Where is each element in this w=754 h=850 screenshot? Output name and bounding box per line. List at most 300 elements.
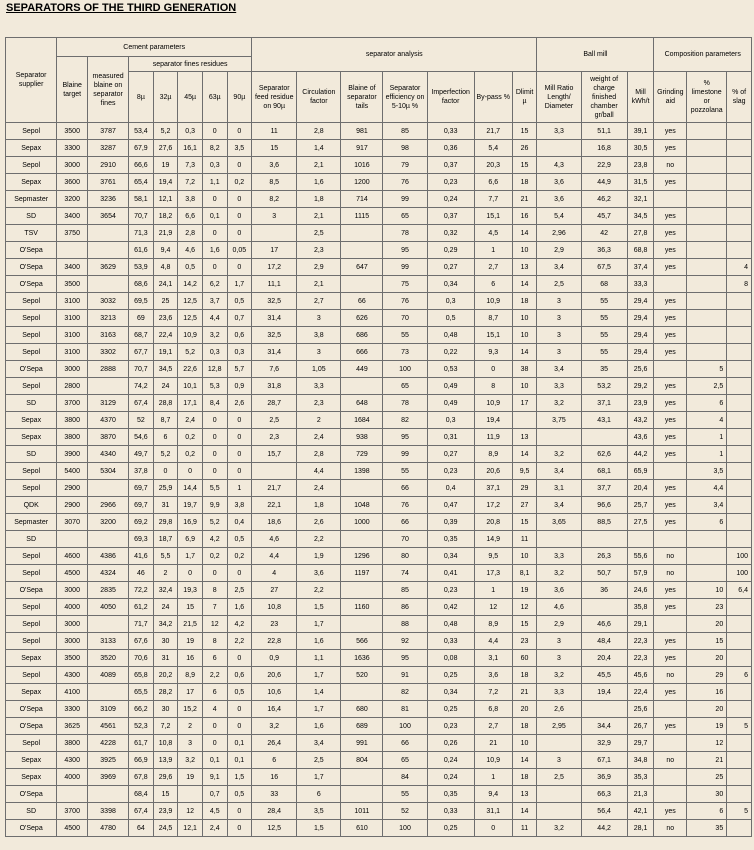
col-header-imperfection-factor: Imperfection factor xyxy=(427,72,474,123)
table-cell: 65 xyxy=(383,752,427,769)
table-cell: 0 xyxy=(227,650,252,667)
table-cell: 2,7 xyxy=(474,259,512,276)
table-cell: 65,5 xyxy=(129,684,154,701)
table-cell: 1,7 xyxy=(178,548,203,565)
table-cell: 0,24 xyxy=(427,191,474,208)
table-cell: 2,4 xyxy=(202,820,227,837)
table-cell: 69,3 xyxy=(129,531,154,548)
table-row xyxy=(6,752,752,769)
table-cell: 6 xyxy=(687,514,727,531)
table-cell: 2 xyxy=(297,412,341,429)
table-row xyxy=(6,123,752,140)
table-cell: 4,4 xyxy=(202,310,227,327)
table-cell: 2,2 xyxy=(202,667,227,684)
table-cell: 4,4 xyxy=(252,548,297,565)
table-cell: 54,6 xyxy=(129,429,154,446)
table-cell: 15,1 xyxy=(474,327,512,344)
table-cell: 29,7 xyxy=(627,735,654,752)
table-cell: 6,9 xyxy=(178,531,203,548)
table-cell: 3,5 xyxy=(297,803,341,820)
table-cell: 12 xyxy=(202,616,227,633)
table-cell: yes xyxy=(654,684,687,701)
table-cell: 3100 xyxy=(57,293,88,310)
table-cell: 0,24 xyxy=(427,769,474,786)
table-cell: 1636 xyxy=(341,650,383,667)
table-cell: 6,2 xyxy=(202,276,227,293)
table-cell: 28,1 xyxy=(627,820,654,837)
table-cell xyxy=(727,378,752,395)
table-cell xyxy=(727,174,752,191)
table-row xyxy=(6,293,752,310)
table-cell: 0,23 xyxy=(427,582,474,599)
table-cell: 12,1 xyxy=(153,191,178,208)
table-cell xyxy=(654,276,687,293)
table-cell: 0 xyxy=(474,820,512,837)
table-cell: 27,6 xyxy=(153,140,178,157)
table-cell: 3 xyxy=(252,208,297,225)
table-cell: 37,7 xyxy=(581,480,627,497)
table-cell: yes xyxy=(654,242,687,259)
table-cell: 12 xyxy=(474,599,512,616)
col-header-grinding-aid: Grinding aid xyxy=(654,72,687,123)
table-cell: 10,9 xyxy=(474,395,512,412)
supplier-cell: O'Sepa xyxy=(6,820,57,837)
table-cell: 3,4 xyxy=(537,259,581,276)
table-row xyxy=(6,395,752,412)
table-cell xyxy=(341,531,383,548)
table-cell xyxy=(687,157,727,174)
table-cell: 0,35 xyxy=(427,786,474,803)
table-cell: 4300 xyxy=(57,667,88,684)
supplier-cell: Sepax xyxy=(6,684,57,701)
table-cell: 3925 xyxy=(88,752,129,769)
table-cell: 0,2 xyxy=(178,429,203,446)
table-cell: 3,75 xyxy=(537,412,581,429)
table-cell: 39,1 xyxy=(627,123,654,140)
table-cell: 1048 xyxy=(341,497,383,514)
table-cell: 16 xyxy=(687,684,727,701)
table-cell xyxy=(727,157,752,174)
table-cell: 1296 xyxy=(341,548,383,565)
table-cell xyxy=(654,786,687,803)
table-cell: 0,08 xyxy=(427,650,474,667)
table-cell: 8,4 xyxy=(202,395,227,412)
table-row xyxy=(6,412,752,429)
table-cell: yes xyxy=(654,633,687,650)
table-cell: 647 xyxy=(341,259,383,276)
table-cell: 0 xyxy=(178,463,203,480)
table-cell: 2,1 xyxy=(297,157,341,174)
table-cell: 3 xyxy=(297,310,341,327)
table-cell: no xyxy=(654,157,687,174)
table-cell: 10,8 xyxy=(252,599,297,616)
table-cell: 17 xyxy=(512,395,537,412)
table-cell: 67,5 xyxy=(581,259,627,276)
table-cell: 5,5 xyxy=(153,548,178,565)
table-cell: 32,5 xyxy=(252,327,297,344)
table-cell: 4 xyxy=(687,412,727,429)
table-cell: 8,7 xyxy=(153,412,178,429)
table-cell: 25,6 xyxy=(627,701,654,718)
table-cell: yes xyxy=(654,259,687,276)
table-cell: 51,1 xyxy=(581,123,627,140)
table-cell: 13 xyxy=(512,786,537,803)
table-cell: 22,1 xyxy=(252,497,297,514)
table-cell xyxy=(727,769,752,786)
table-cell xyxy=(341,616,383,633)
table-cell: 25,6 xyxy=(627,361,654,378)
table-cell: 4 xyxy=(252,565,297,582)
table-cell: 28,7 xyxy=(252,395,297,412)
table-cell: 56,4 xyxy=(581,803,627,820)
table-cell: 68,7 xyxy=(129,327,154,344)
table-cell: 65,4 xyxy=(129,174,154,191)
table-cell xyxy=(57,531,88,548)
table-cell: 1,6 xyxy=(297,633,341,650)
table-cell: 52,3 xyxy=(129,718,154,735)
table-cell xyxy=(727,820,752,837)
table-cell: 3,1 xyxy=(537,480,581,497)
table-cell: 82 xyxy=(383,684,427,701)
supplier-cell: Sepol xyxy=(6,378,57,395)
table-cell: 14,2 xyxy=(178,276,203,293)
table-row xyxy=(6,344,752,361)
table-cell xyxy=(57,786,88,803)
table-cell: 3761 xyxy=(88,174,129,191)
table-cell: 19,7 xyxy=(178,497,203,514)
col-header-slag: % of slag xyxy=(727,72,752,123)
table-cell xyxy=(654,361,687,378)
table-cell: 0,39 xyxy=(427,514,474,531)
table-cell: 68 xyxy=(581,276,627,293)
table-cell: 34,5 xyxy=(153,361,178,378)
table-cell: 69 xyxy=(129,310,154,327)
table-cell: 0,42 xyxy=(427,599,474,616)
table-cell: 10,9 xyxy=(178,327,203,344)
table-cell: 10 xyxy=(512,310,537,327)
table-cell: 14 xyxy=(512,344,537,361)
table-row xyxy=(6,446,752,463)
table-cell: 3 xyxy=(297,344,341,361)
supplier-cell: Sepol xyxy=(6,633,57,650)
table-cell: 3 xyxy=(537,327,581,344)
table-cell: 0 xyxy=(227,446,252,463)
table-cell: 3,8 xyxy=(297,327,341,344)
col-header-blaine-target: Blaine target xyxy=(57,57,88,123)
supplier-cell: Sepol xyxy=(6,157,57,174)
table-cell: 0,35 xyxy=(427,531,474,548)
table-cell: 0,22 xyxy=(427,344,474,361)
table-cell: 0 xyxy=(202,446,227,463)
table-cell: 0,27 xyxy=(427,446,474,463)
table-cell: 1684 xyxy=(341,412,383,429)
table-cell xyxy=(88,378,129,395)
table-cell: 3800 xyxy=(57,735,88,752)
table-cell: 2,5 xyxy=(687,378,727,395)
table-cell: 0,6 xyxy=(227,327,252,344)
table-cell: 0,05 xyxy=(227,242,252,259)
table-cell: 24,1 xyxy=(153,276,178,293)
table-cell: 100 xyxy=(727,565,752,582)
table-cell: 62,6 xyxy=(581,446,627,463)
table-cell: 91 xyxy=(383,667,427,684)
table-cell: 2,7 xyxy=(297,293,341,310)
table-row xyxy=(6,310,752,327)
table-cell: 21,7 xyxy=(474,123,512,140)
table-cell: 0 xyxy=(202,429,227,446)
table-cell: 9,4 xyxy=(153,242,178,259)
table-row xyxy=(6,242,752,259)
table-cell: 5,2 xyxy=(202,514,227,531)
table-cell: 72,2 xyxy=(129,582,154,599)
table-cell: 3654 xyxy=(88,208,129,225)
table-cell: 64 xyxy=(129,820,154,837)
table-cell: 3,5 xyxy=(227,140,252,157)
table-cell xyxy=(88,684,129,701)
table-cell: 714 xyxy=(341,191,383,208)
table-cell: 5 xyxy=(727,718,752,735)
table-cell: 70 xyxy=(383,531,427,548)
col-header-efficiency: Separator efficiency on 5-10µ % xyxy=(383,72,427,123)
table-cell: 23 xyxy=(512,633,537,650)
table-cell: 0,5 xyxy=(178,259,203,276)
table-cell: 3,4 xyxy=(537,361,581,378)
table-cell: 26,3 xyxy=(581,548,627,565)
table-cell: 46,6 xyxy=(581,616,627,633)
table-row xyxy=(6,497,752,514)
table-cell: yes xyxy=(654,803,687,820)
table-row xyxy=(6,718,752,735)
table-row xyxy=(6,684,752,701)
table-cell: 4,5 xyxy=(474,225,512,242)
table-cell: 76 xyxy=(383,293,427,310)
col-header-8u: 8µ xyxy=(129,72,154,123)
table-cell: 2900 xyxy=(57,480,88,497)
table-cell: 3,2 xyxy=(178,752,203,769)
table-cell: 2,1 xyxy=(297,208,341,225)
table-cell: yes xyxy=(654,123,687,140)
table-cell: 22,3 xyxy=(627,650,654,667)
table-cell: 4,6 xyxy=(252,531,297,548)
table-cell: 6,4 xyxy=(727,582,752,599)
table-cell: 3 xyxy=(537,310,581,327)
table-cell: 0 xyxy=(202,191,227,208)
table-cell: 2,95 xyxy=(537,718,581,735)
table-row xyxy=(6,480,752,497)
table-cell: 648 xyxy=(341,395,383,412)
table-cell: 31,1 xyxy=(474,803,512,820)
supplier-cell: Sepax xyxy=(6,752,57,769)
table-cell: 20,4 xyxy=(627,480,654,497)
table-cell: 48,4 xyxy=(581,633,627,650)
table-cell: 0,2 xyxy=(227,548,252,565)
table-cell xyxy=(341,378,383,395)
supplier-cell: O'Sepa xyxy=(6,242,57,259)
table-cell: 78 xyxy=(383,395,427,412)
table-cell: 98 xyxy=(383,140,427,157)
table-cell: 6 xyxy=(202,650,227,667)
table-cell: 16,9 xyxy=(178,514,203,531)
table-row xyxy=(6,599,752,616)
table-cell: 0,23 xyxy=(427,463,474,480)
table-cell: 9,9 xyxy=(202,497,227,514)
table-cell: 0,7 xyxy=(227,310,252,327)
table-cell: 1,6 xyxy=(297,174,341,191)
table-cell: 626 xyxy=(341,310,383,327)
table-cell: 27,5 xyxy=(627,514,654,531)
table-cell: 22,3 xyxy=(627,633,654,650)
table-cell: 6,6 xyxy=(178,208,203,225)
table-cell: 0,2 xyxy=(227,174,252,191)
table-cell: 3400 xyxy=(57,208,88,225)
table-cell: 6 xyxy=(153,429,178,446)
table-cell: 55 xyxy=(581,344,627,361)
table-cell: 0,33 xyxy=(427,633,474,650)
table-cell: 26,7 xyxy=(627,718,654,735)
table-cell: 67,1 xyxy=(581,752,627,769)
table-cell: 23,6 xyxy=(153,310,178,327)
table-cell: 7,2 xyxy=(178,174,203,191)
table-cell: 0 xyxy=(227,123,252,140)
table-cell: 70 xyxy=(383,310,427,327)
col-header-45u: 45µ xyxy=(178,72,203,123)
table-cell: 15 xyxy=(153,786,178,803)
col-header-90u: 90µ xyxy=(227,72,252,123)
table-cell: 0,33 xyxy=(427,123,474,140)
table-cell xyxy=(727,191,752,208)
table-row xyxy=(6,531,752,548)
table-cell: 16,4 xyxy=(252,701,297,718)
table-cell: 85 xyxy=(383,123,427,140)
table-cell: 23,8 xyxy=(627,157,654,174)
table-cell xyxy=(727,786,752,803)
table-cell: 3,2 xyxy=(252,718,297,735)
table-cell: 0,5 xyxy=(227,684,252,701)
table-cell xyxy=(727,361,752,378)
table-cell: 3000 xyxy=(57,361,88,378)
table-cell: 3100 xyxy=(57,327,88,344)
table-cell: 69,5 xyxy=(129,293,154,310)
table-cell: 31,5 xyxy=(627,174,654,191)
table-cell: 991 xyxy=(341,735,383,752)
table-cell: 3163 xyxy=(88,327,129,344)
table-cell: 0,24 xyxy=(427,752,474,769)
table-cell: 4,8 xyxy=(153,259,178,276)
table-cell: 3300 xyxy=(57,140,88,157)
table-cell: 1 xyxy=(474,769,512,786)
table-cell: 3 xyxy=(537,633,581,650)
table-cell: 68,8 xyxy=(627,242,654,259)
table-cell: 2,9 xyxy=(537,242,581,259)
table-cell: 1,4 xyxy=(297,684,341,701)
table-cell: 4500 xyxy=(57,820,88,837)
col-header-limestone: % limestone or pozzolana xyxy=(687,72,727,123)
table-cell: 0,49 xyxy=(427,395,474,412)
table-cell: 0,32 xyxy=(427,225,474,242)
table-cell: 4,6 xyxy=(178,242,203,259)
table-cell: 17,3 xyxy=(474,565,512,582)
table-cell: 19 xyxy=(512,582,537,599)
table-cell: 18 xyxy=(512,667,537,684)
table-cell: 26 xyxy=(512,140,537,157)
table-cell: 1,05 xyxy=(297,361,341,378)
table-cell: 80 xyxy=(383,548,427,565)
table-cell: 6 xyxy=(687,803,727,820)
table-cell xyxy=(727,684,752,701)
supplier-cell: SD xyxy=(6,531,57,548)
table-cell: 16 xyxy=(252,769,297,786)
table-cell xyxy=(687,531,727,548)
table-cell: 57,9 xyxy=(627,565,654,582)
table-cell: 1398 xyxy=(341,463,383,480)
table-cell: 11,1 xyxy=(252,276,297,293)
table-cell: 0 xyxy=(202,123,227,140)
table-cell: 0 xyxy=(227,208,252,225)
table-cell: 79 xyxy=(383,157,427,174)
table-cell: 23,9 xyxy=(627,395,654,412)
table-cell: 4370 xyxy=(88,412,129,429)
table-cell: 15 xyxy=(512,123,537,140)
table-cell: 3398 xyxy=(88,803,129,820)
table-cell: 3200 xyxy=(57,191,88,208)
table-cell: 3000 xyxy=(57,616,88,633)
table-cell: 14 xyxy=(512,803,537,820)
table-cell: 29,6 xyxy=(153,769,178,786)
table-cell: 8 xyxy=(727,276,752,293)
table-cell: 1 xyxy=(687,429,727,446)
table-cell: 3700 xyxy=(57,803,88,820)
table-cell: 100 xyxy=(383,361,427,378)
table-cell: 24,5 xyxy=(153,820,178,837)
table-cell: no xyxy=(654,667,687,684)
table-cell: 3800 xyxy=(57,429,88,446)
table-cell: 15 xyxy=(687,633,727,650)
table-cell: 24 xyxy=(153,378,178,395)
table-cell: 2,9 xyxy=(537,616,581,633)
table-cell: 3200 xyxy=(88,514,129,531)
table-cell: 44,9 xyxy=(581,174,627,191)
table-cell: 21 xyxy=(512,684,537,701)
table-cell: 7,3 xyxy=(178,157,203,174)
supplier-cell: Sepol xyxy=(6,327,57,344)
table-cell: 1,6 xyxy=(202,242,227,259)
table-row xyxy=(6,616,752,633)
table-cell: 1,7 xyxy=(297,616,341,633)
table-cell: 2,5 xyxy=(297,752,341,769)
table-cell: 29 xyxy=(512,480,537,497)
table-cell: 2,8 xyxy=(297,446,341,463)
table-cell: 2 xyxy=(153,565,178,582)
table-cell: 680 xyxy=(341,701,383,718)
table-cell: 34,5 xyxy=(627,208,654,225)
table-cell: 15,7 xyxy=(252,446,297,463)
supplier-cell: Sepol xyxy=(6,667,57,684)
table-cell xyxy=(727,701,752,718)
table-cell: 1,6 xyxy=(297,718,341,735)
table-cell: 3,6 xyxy=(537,582,581,599)
table-cell: 917 xyxy=(341,140,383,157)
table-cell: 60 xyxy=(512,650,537,667)
table-cell: 12,5 xyxy=(252,820,297,837)
table-row xyxy=(6,701,752,718)
table-cell: no xyxy=(654,565,687,582)
table-cell: 19 xyxy=(687,718,727,735)
table-cell: 88,5 xyxy=(581,514,627,531)
table-cell: 42 xyxy=(581,225,627,242)
table-cell: 13,9 xyxy=(153,752,178,769)
table-cell: 2 xyxy=(178,718,203,735)
table-cell: 29,2 xyxy=(627,378,654,395)
